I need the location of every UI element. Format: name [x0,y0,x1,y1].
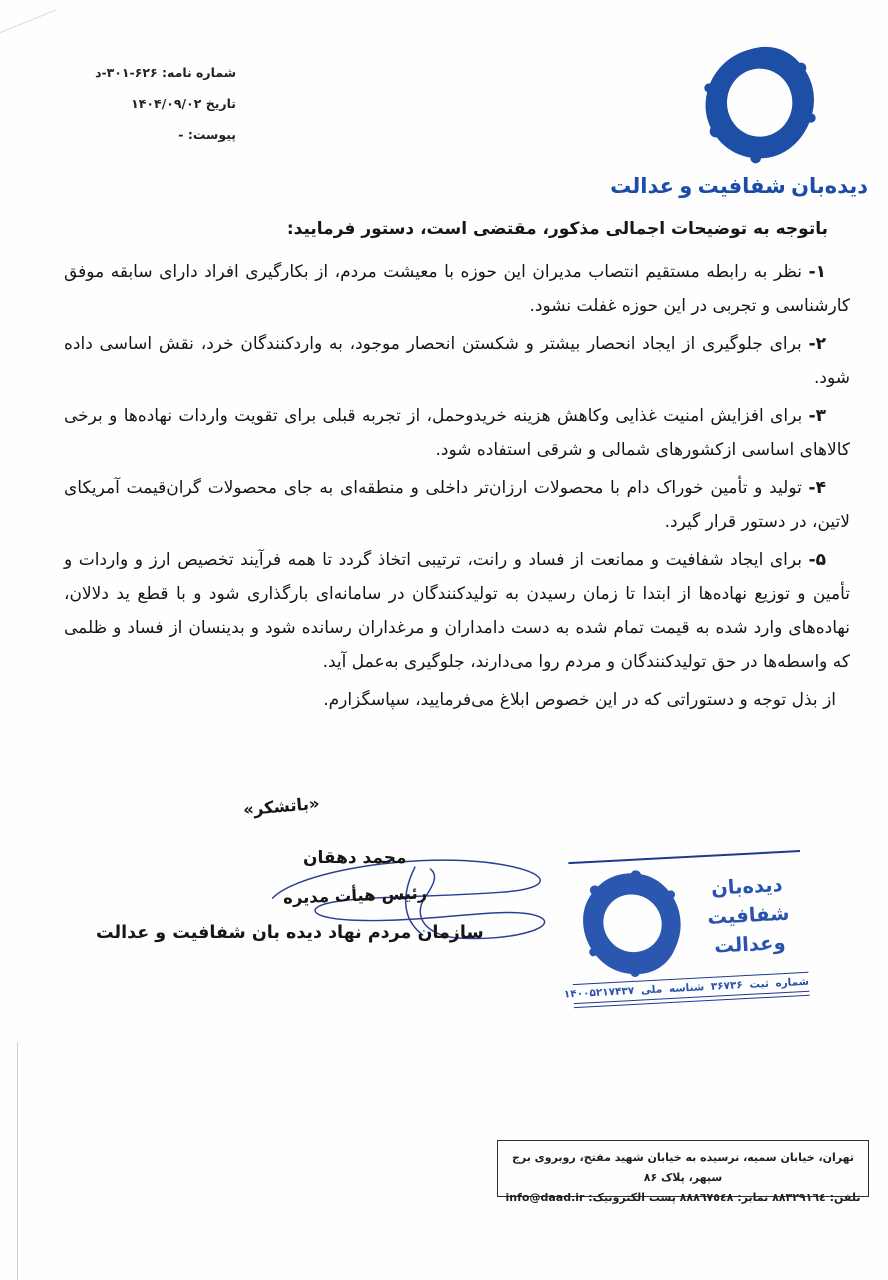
item-text: برای ایجاد شفافیت و ممانعت از فساد و رانت، ترتیبی اتخاذ گردد تا همه فرآیند تخصیص ارز و واردات و تأمین و توزیع نهاده‌ها از ابتدا تا زمان رسیدن به تولیدکنندگان در سامانه‌ای بارگذاری شود و با قطع ید دلالان، نهاده‌های وارد شده به قیمت تمام شده به دست دامداران و مرغداران رسانده شود و بدینسان از فساد و ظلمی که واسطه‌ها در حق تولیدکنندگان و مردم روا می‌دارند، جلوگیری به‌عمل آید. [64,550,850,672]
logo-ring-icon [692,42,826,170]
letter-body [64,212,850,721]
letter-meta [60,57,236,150]
item-number: ۳- [808,406,827,426]
scan-artifact-edge-line [17,1042,18,1280]
letter-date-label: تاریخ [205,96,236,111]
item-number: ۵- [808,550,827,570]
item-number: ۴- [808,478,826,498]
intro-line: باتوجه به توضیحات اجمالی مذکور، مقتضی است، دستور فرمایید: [286,219,828,239]
org-wordmark: دیده‌بان شفافیت و عدالت [610,174,868,198]
stamp-ring-icon [567,860,695,982]
directive-item-3 [64,399,850,467]
letterhead-footer [497,1140,869,1204]
closing-line: از بذل توجه و دستوراتی که در این خصوص ابلاغ می‌فرمایید، سپاسگزارم. [323,690,836,710]
org-stamp [563,850,810,1008]
item-text: برای جلوگیری از ایجاد انحصار بیشتر و شکستن انحصار موجود، به واردکنندگان خرد، نقش اساسی داده شود. [64,334,850,388]
letter-date-value: ۱۴۰۴/۰۹/۰۲ [131,96,202,111]
stamp-wordmark [689,868,807,961]
footer-address: تهران، خیابان سمیه، نرسیده به خیابان شهید مفتح، روبروی برج سپهر، پلاک ۸۶ [511,1151,855,1184]
stamp-main [567,854,809,982]
letter-attachment-label: پیوست: [187,127,236,142]
item-number: ۱- [808,262,827,282]
item-text: برای افزایش امنیت غذایی وکاهش هزینه خریدوحمل، از تجربه قبلی برای تقویت واردات نهاده‌ها و برخی کالاهای اساسی ازکشورهای شمالی و شرقی استفاده شود. [64,406,850,460]
directive-item-4 [64,471,850,539]
directive-item-2 [64,327,850,395]
item-text: نظر به رابطه مستقیم انتصاب مدیران این حوزه با معیشت مردم، از بکارگیری افراد دارای سابقه موفق کارشناسی و تجربی در این حوزه غفلت نشود. [64,262,850,316]
stamp-word-3: وعدالت [713,930,787,958]
stamp-registration: شماره ثبت ۳۶۷۳۶ شناسه ملی ۱۴۰۰۵۲۱۷۴۳۷ [563,975,810,1001]
letter-number-value: د-۳۰۱-۶۲۶ [95,65,158,80]
letter-number-row [60,57,236,88]
signer-title: رئیس هیأت مدیره [282,883,428,908]
stamp-word-2: شفافیت [706,901,790,929]
directive-item-1 [64,255,850,323]
directive-item-5 [64,543,850,679]
item-number: ۲- [808,334,827,354]
letter-attachment-row [60,119,236,150]
stamp-word-1: دیده‌بان [710,872,784,900]
signer-name: محمد دهقان [303,848,407,868]
item-text: تولید و تأمین خوراک دام با محصولات ارزان‌تر داخلی و منطقه‌ای به جای محصولات گران‌قیمت آمریکای لاتین، در دستور قرار گیرد. [64,478,850,532]
scan-artifact-corner [0,10,56,36]
letter-number-label: شماره نامه: [162,65,236,80]
thanks-note: «باتشکر» [242,793,321,820]
signer-organization: سازمان مردم نهاد دیده بان شفافیت و عدالت [96,923,484,943]
org-logo [610,42,868,198]
letter-attachment-value: - [178,127,184,142]
letter-date-row [60,88,236,119]
footer-contact: تلفن: ٨٨٣٢٩١٦٤ نمابر: ٨٨٨٦٧٥٤٨ پست الکترونیک: info@daad.ir [505,1191,861,1204]
